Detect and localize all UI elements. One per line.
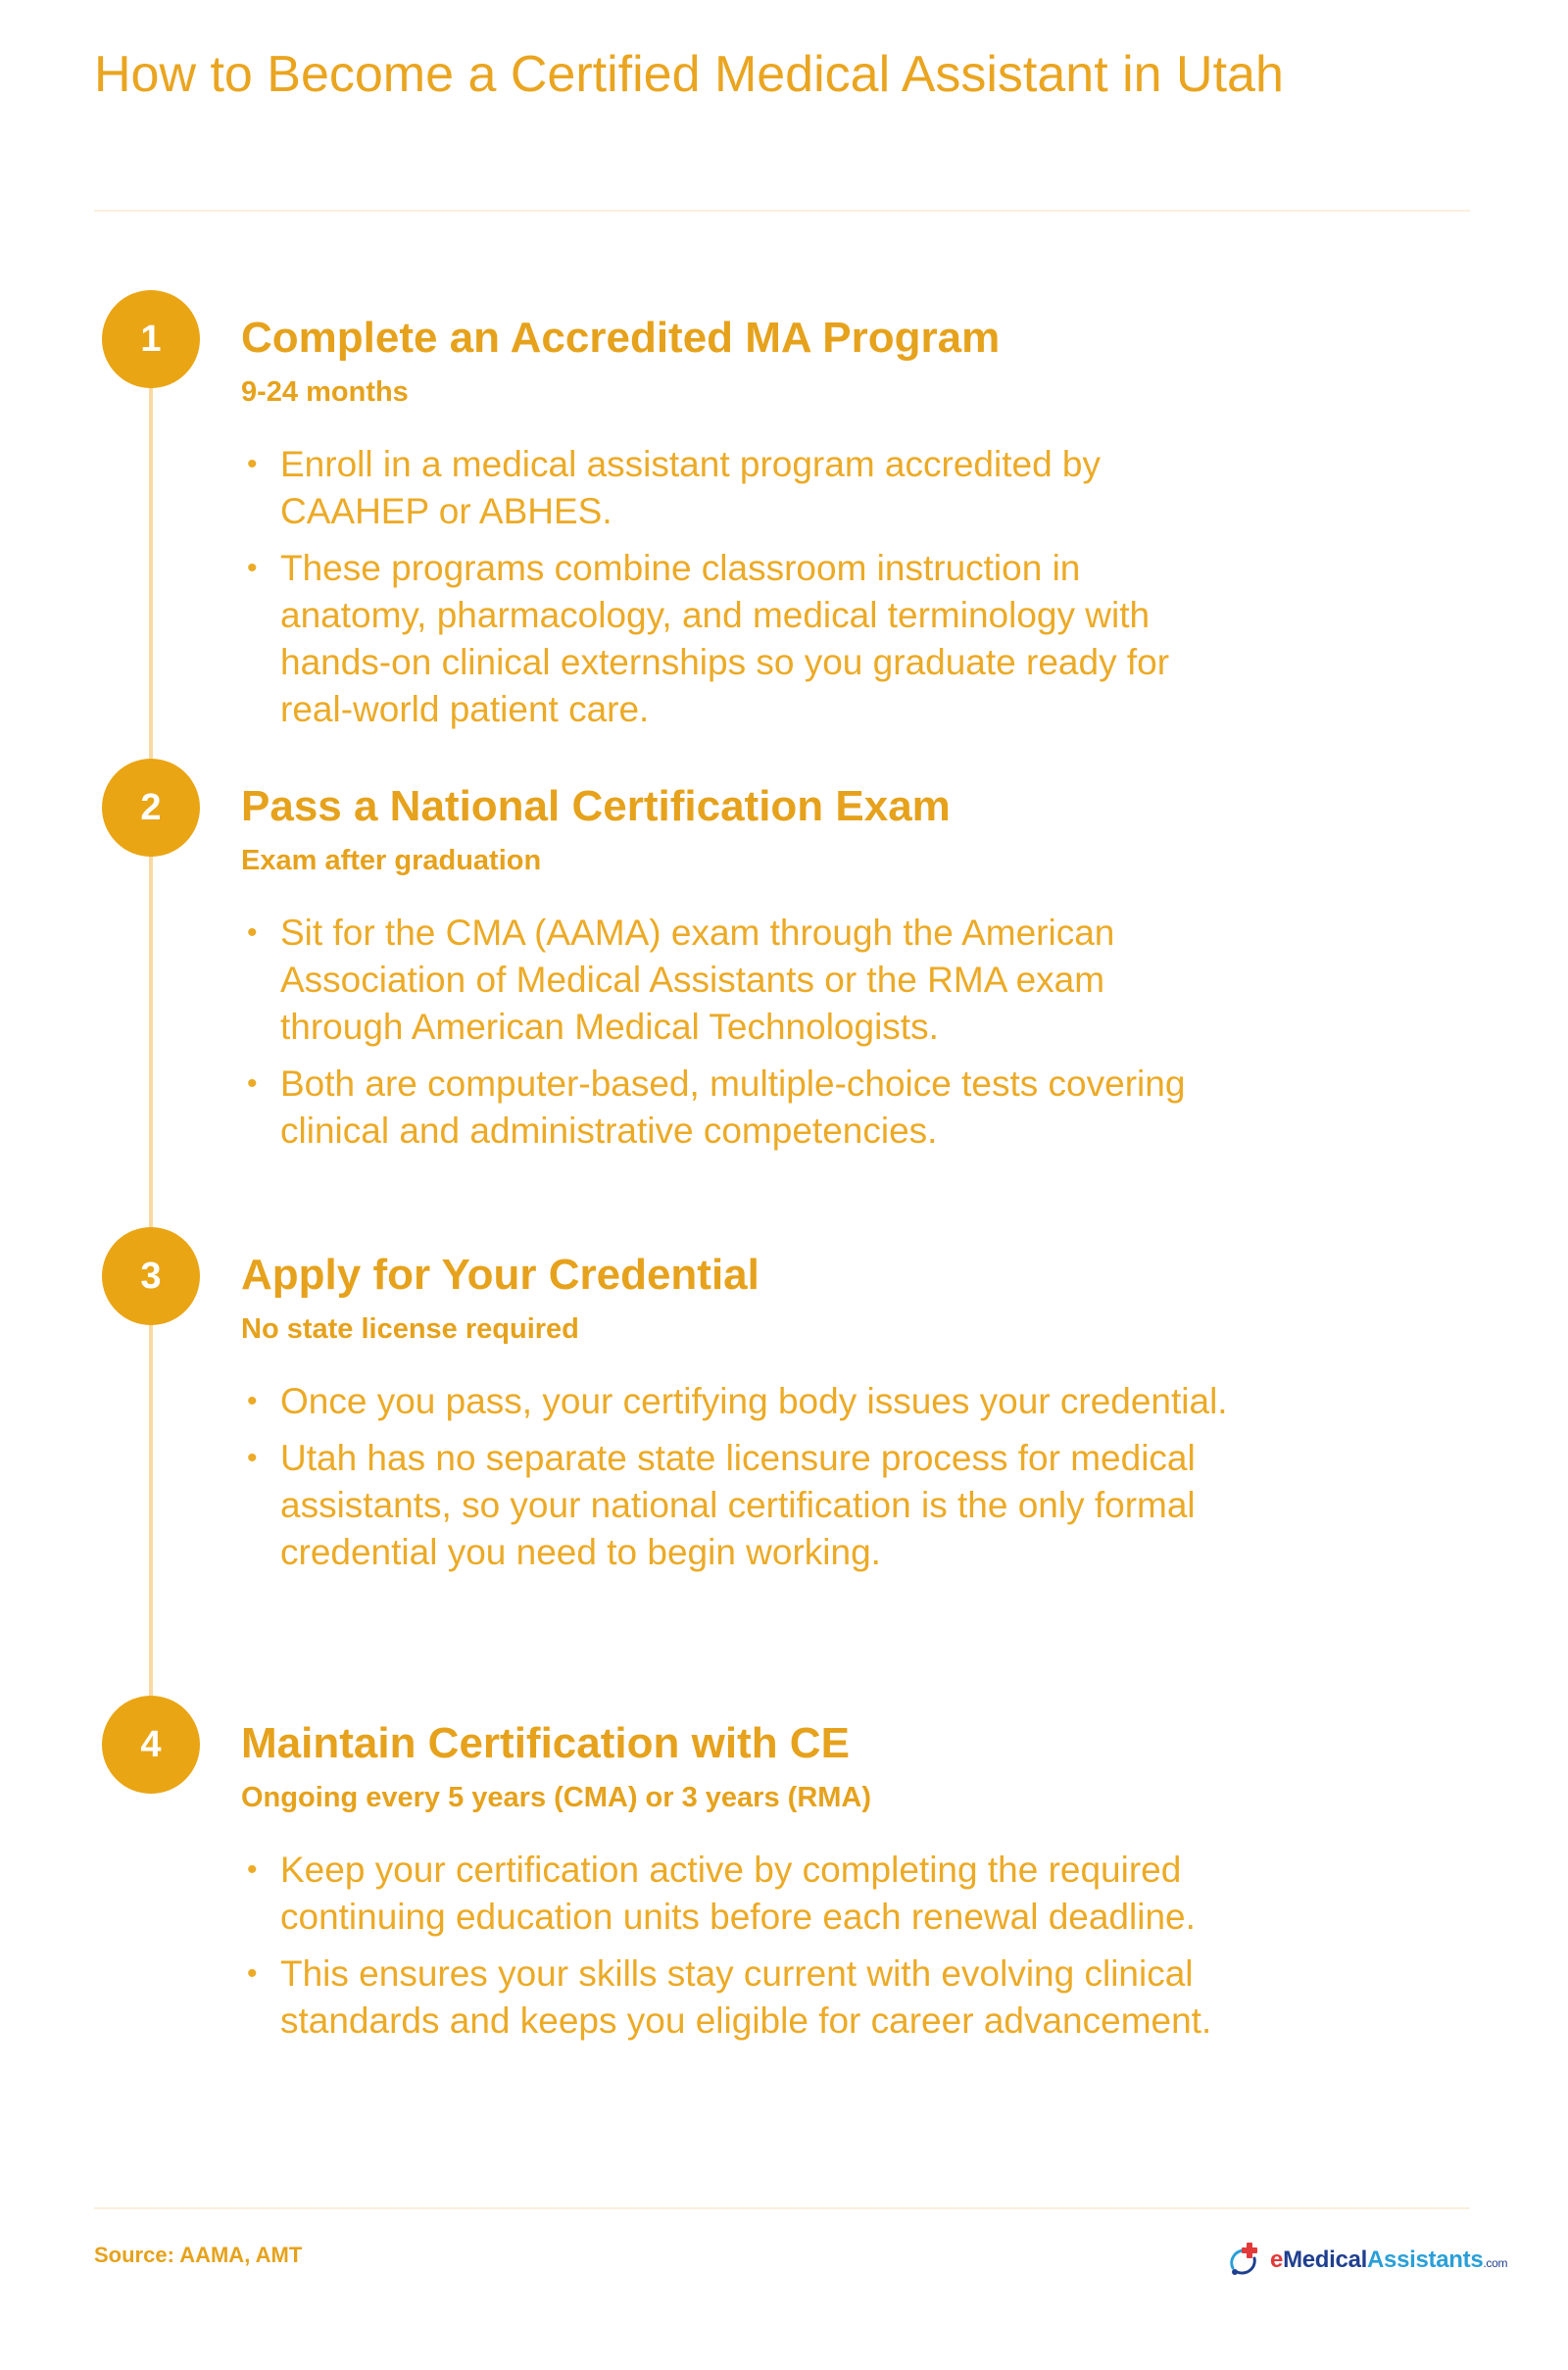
bullet-dot-icon: •	[247, 1957, 258, 1990]
bullet-dot-icon: •	[247, 1385, 258, 1417]
step-bullets	[241, 1378, 1231, 1576]
step-content	[241, 780, 1231, 1164]
list-item	[241, 1847, 1231, 1941]
list-item	[241, 1435, 1231, 1576]
list-item	[241, 1950, 1231, 2045]
bullet-dot-icon: •	[247, 916, 258, 949]
bullet-dot-icon: •	[247, 1442, 258, 1474]
step-duration: 9-24 months	[241, 376, 409, 408]
list-item-text: This ensures your skills stay current with evolving clinical standards and keeps you eligible for career advancement.	[280, 1953, 1212, 2041]
brand-logo	[1225, 2239, 1507, 2282]
step-heading: Maintain Certification with CE	[241, 1719, 850, 1767]
header-divider	[94, 210, 1470, 212]
step-bullets	[241, 910, 1231, 1155]
page-title: How to Become a Certified Medical Assistant in Utah	[94, 46, 1284, 103]
logo-wordmark	[1270, 2247, 1507, 2274]
timeline-line	[149, 333, 153, 1745]
bullet-dot-icon: •	[247, 1853, 258, 1886]
logo-text-e: e	[1270, 2247, 1284, 2273]
list-item	[241, 441, 1231, 535]
list-item-text: Keep your certification active by completing the required continuing education units before each renewal deadline.	[280, 1850, 1196, 1937]
step-duration: Ongoing every 5 years (CMA) or 3 years (RMA)	[241, 1782, 872, 1813]
step-heading: Apply for Your Credential	[241, 1251, 760, 1299]
step-number-badge: 4	[102, 1696, 200, 1794]
step-number-badge: 1	[102, 290, 200, 388]
source-note: Source: AAMA, AMT	[94, 2243, 303, 2267]
list-item-text: Utah has no separate state licensure process for medical assistants, so your national certification is the only formal credential you need to begin working.	[280, 1438, 1196, 1572]
step-number-badge: 2	[102, 759, 200, 857]
bullet-dot-icon: •	[247, 448, 258, 480]
bullet-dot-icon: •	[247, 1067, 258, 1100]
step-duration: No state license required	[241, 1313, 579, 1345]
logo-text-com: .com	[1483, 2256, 1508, 2270]
list-item	[241, 1378, 1231, 1425]
list-item-text: Once you pass, your certifying body issues your credential.	[280, 1381, 1228, 1421]
logo-text-medical: Medical	[1283, 2247, 1367, 2273]
footer-divider	[94, 2207, 1470, 2209]
logo-text-assistants: Assistants	[1367, 2247, 1484, 2273]
step-bullets	[241, 441, 1231, 733]
step-content	[241, 312, 1231, 743]
bullet-dot-icon: •	[247, 552, 258, 584]
list-item	[241, 1061, 1231, 1155]
step-duration: Exam after graduation	[241, 845, 542, 876]
list-item-text: Enroll in a medical assistant program accredited by CAAHEP or ABHES.	[280, 444, 1101, 531]
medical-cross-logo-icon	[1225, 2241, 1264, 2280]
list-item	[241, 545, 1231, 733]
step-content	[241, 1717, 1231, 2054]
list-item-text: These programs combine classroom instruction in anatomy, pharmacology, and medical terminology with hands-on clinical externships so you graduate ready for real-world patient care.	[280, 548, 1170, 729]
list-item	[241, 910, 1231, 1051]
list-item-text: Both are computer-based, multiple-choice tests covering clinical and administrative competencies.	[280, 1063, 1186, 1151]
step-number-badge: 3	[102, 1227, 200, 1325]
step-heading: Pass a National Certification Exam	[241, 782, 951, 830]
list-item-text: Sit for the CMA (AAMA) exam through the American Association of Medical Assistants or the RMA exam through American Medical Technologists.	[280, 913, 1115, 1047]
step-heading: Complete an Accredited MA Program	[241, 314, 1001, 362]
step-content	[241, 1249, 1231, 1586]
step-bullets	[241, 1847, 1231, 2045]
